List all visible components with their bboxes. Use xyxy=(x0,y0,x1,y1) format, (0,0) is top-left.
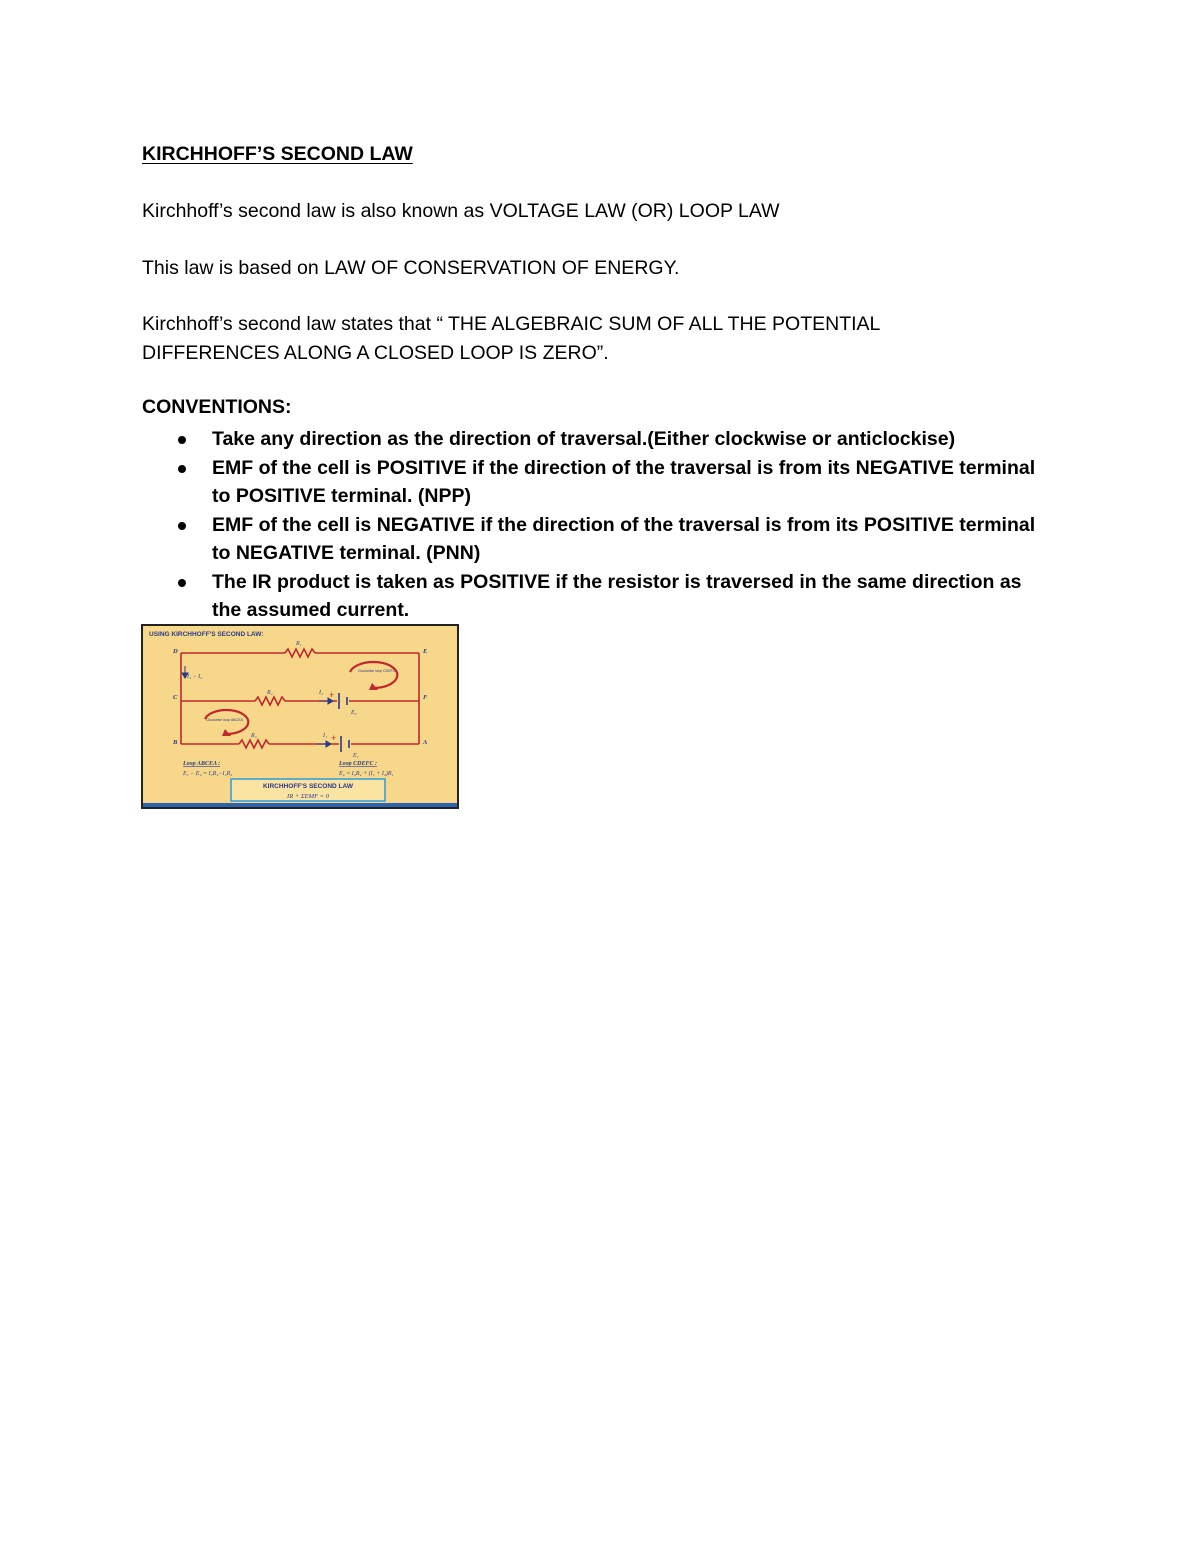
label-current-i2: I₂ xyxy=(319,690,324,696)
law-box-title: KIRCHHOFF'S SECOND LAW xyxy=(262,783,354,790)
conventions-title: CONVENTIONS: xyxy=(142,396,292,418)
label-r2: R₂ xyxy=(267,690,273,696)
node-label-d: D xyxy=(173,648,178,655)
label-cell-e2: E₂ xyxy=(351,710,357,716)
node-label-c: C xyxy=(173,694,178,701)
list-item: Take any direction as the direction of traversal.(Either clockwise or anticlockise) xyxy=(176,425,1056,454)
loop-label-upper: Clockwise loop CDEFC xyxy=(358,669,396,673)
node-label-b: B xyxy=(173,739,178,746)
bullet-icon xyxy=(178,579,186,587)
plus-icon: + xyxy=(329,690,335,700)
bullet-icon xyxy=(178,522,186,530)
list-item: EMF of the cell is POSITIVE if the direction of the traversal is from its NEGATIVE terminal to POSITIVE terminal. (NPP) xyxy=(176,454,1056,511)
label-current-i1-minus-i2: I₁ − I₂ xyxy=(187,674,203,680)
law-box-equation: IR + ΣEMF = 0 xyxy=(287,793,329,800)
label-current-i1: I₁ xyxy=(323,733,328,739)
figure-bottom-stripe xyxy=(143,803,457,807)
paragraph-statement xyxy=(142,310,880,368)
label-r3: R₃ xyxy=(251,733,257,739)
node-label-a: A xyxy=(423,739,428,746)
equation-left-title: Loop ABCEA : xyxy=(183,761,221,767)
paragraph-based-on: This law is based on LAW OF CONSERVATION OF ENERGY. xyxy=(142,257,680,279)
node-label-f: F xyxy=(423,694,428,701)
equation-right: E₂ = I₂R₂ + (I₁ + I₂)R₁ xyxy=(339,771,394,777)
statement-line-2: DIFFERENCES ALONG A CLOSED LOOP IS ZERO”. xyxy=(142,342,609,364)
page-title: KIRCHHOFF’S SECOND LAW xyxy=(142,143,413,165)
conventions-list xyxy=(176,425,1056,625)
plus-icon: + xyxy=(331,733,337,743)
paragraph-also-known-as: Kirchhoff’s second law is also known as VOLTAGE LAW (OR) LOOP LAW xyxy=(142,200,780,222)
list-item: The IR product is taken as POSITIVE if the resistor is traversed in the same direction as the assumed current. xyxy=(176,568,1056,625)
loop-label-lower: Clockwise loop ABCEA xyxy=(206,718,243,722)
label-cell-e1: E₁ xyxy=(353,753,359,759)
figure-header: USING KIRCHHOFF'S SECOND LAW: xyxy=(149,631,264,638)
label-r1: R₁ xyxy=(296,641,302,647)
circuit-diagram-svg xyxy=(143,626,457,807)
equation-left: E₁ − E₂ = I₂R₃−I₂R₂ xyxy=(183,771,233,777)
bullet-icon xyxy=(178,436,186,444)
bullet-icon xyxy=(178,465,186,473)
circuit-diagram-image xyxy=(141,624,459,809)
statement-line-1: Kirchhoff’s second law states that “ THE ALGEBRAIC SUM OF ALL THE POTENTIAL xyxy=(142,313,881,335)
node-label-e: E xyxy=(423,648,428,655)
equation-right-title: Loop CDEFC : xyxy=(339,761,378,767)
list-item: EMF of the cell is NEGATIVE if the direction of the traversal is from its POSITIVE terminal to NEGATIVE terminal. (PNN) xyxy=(176,511,1056,568)
